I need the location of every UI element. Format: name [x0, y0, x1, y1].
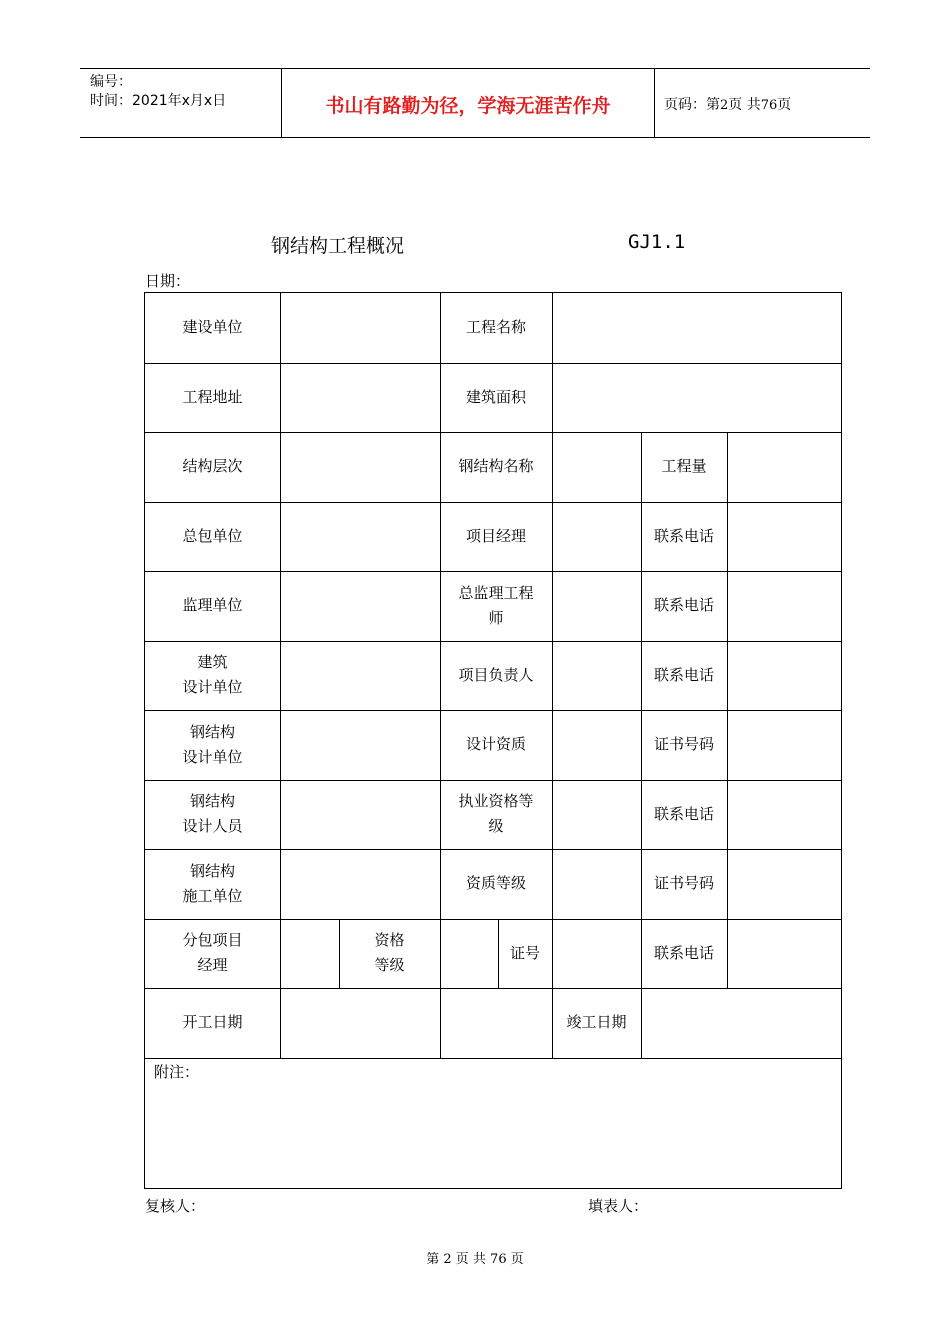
grid-row-line — [145, 1058, 841, 1059]
form-field-label: 建筑 设计单位 — [182, 653, 243, 697]
grid-column-line — [280, 988, 281, 1058]
form-field-label: 项目负责人 — [458, 665, 534, 684]
grid-column-line — [641, 988, 642, 1058]
form-field-label: 钢结构 施工单位 — [182, 861, 243, 905]
form-field-label: 执业资格等 级 — [458, 792, 534, 836]
form-field-label: 证书号码 — [653, 735, 714, 754]
page-total: 76 — [760, 98, 778, 113]
grid-column-line — [280, 780, 281, 850]
grid-column-line — [552, 780, 553, 850]
form-field-label: 钢结构 设计人员 — [182, 792, 243, 836]
header-divider — [654, 69, 655, 137]
header-divider — [281, 69, 282, 137]
form-field-label: 联系电话 — [653, 596, 714, 615]
grid-column-line — [552, 502, 553, 572]
time-label: 时间：2021年x月x日 — [90, 93, 227, 109]
project-overview-form — [144, 292, 842, 1189]
form-field-label: 建筑面积 — [465, 387, 526, 406]
page-footer: 第 2 页 共 76 页 — [426, 1252, 524, 1267]
grid-column-line — [727, 641, 728, 711]
form-field-label: 建设单位 — [182, 318, 243, 337]
grid-column-line — [552, 710, 553, 780]
grid-column-line — [280, 293, 281, 363]
note-label: 附注： — [154, 1063, 200, 1081]
page-mid: 页 共 — [728, 97, 761, 113]
grid-column-line — [727, 502, 728, 572]
grid-column-line — [552, 363, 553, 433]
filler-label: 填表人： — [588, 1197, 649, 1215]
form-field-label: 联系电话 — [653, 665, 714, 684]
form-code: GJ1.1 — [628, 231, 686, 253]
form-field-label: 工程地址 — [182, 387, 243, 406]
grid-column-line — [727, 919, 728, 989]
form-field-label: 联系电话 — [653, 526, 714, 545]
form-title: 钢结构工程概况 — [271, 235, 405, 257]
form-field-label: 项目经理 — [465, 526, 526, 545]
document-header — [80, 68, 870, 138]
form-field-label: 竣工日期 — [566, 1013, 627, 1032]
form-field-label: 钢结构 设计单位 — [182, 722, 243, 766]
form-field-label: 联系电话 — [653, 943, 714, 962]
grid-column-line — [280, 641, 281, 711]
grid-column-line — [280, 502, 281, 572]
form-field-label: 开工日期 — [182, 1013, 243, 1032]
grid-column-line — [727, 571, 728, 641]
grid-column-line — [280, 710, 281, 780]
form-field-label: 证号 — [509, 943, 540, 962]
grid-column-line — [440, 919, 441, 989]
form-field-label: 工程名称 — [465, 318, 526, 337]
grid-column-line — [552, 849, 553, 919]
page-current: 2 — [720, 98, 729, 113]
header-motto: 书山有路勤为径，学海无涯苦作舟 — [325, 95, 611, 117]
form-field-label: 结构层次 — [182, 457, 243, 476]
number-label: 编号： — [90, 74, 132, 90]
form-field-label: 总包单位 — [182, 526, 243, 545]
grid-column-line — [552, 432, 553, 502]
header-meta — [90, 73, 226, 111]
grid-column-line — [280, 363, 281, 433]
form-field-label: 分包项目 经理 — [182, 931, 243, 975]
page-prefix: 页码：第 — [664, 97, 720, 113]
form-field-label: 联系电话 — [653, 804, 714, 823]
grid-column-line — [727, 780, 728, 850]
form-field-label: 总监理工程 师 — [458, 583, 534, 627]
grid-column-line — [280, 849, 281, 919]
grid-column-line — [440, 988, 441, 1058]
grid-column-line — [727, 849, 728, 919]
grid-column-line — [552, 641, 553, 711]
header-page-info — [664, 94, 791, 114]
date-label: 日期： — [145, 272, 191, 290]
form-field-label: 工程量 — [661, 457, 707, 476]
grid-column-line — [552, 293, 553, 363]
grid-column-line — [280, 919, 281, 989]
grid-column-line — [280, 432, 281, 502]
form-field-label: 资质等级 — [465, 874, 526, 893]
grid-column-line — [552, 571, 553, 641]
form-field-label: 资格 等级 — [374, 931, 405, 975]
grid-column-line — [727, 710, 728, 780]
grid-column-line — [552, 919, 553, 989]
form-field-label: 监理单位 — [182, 596, 243, 615]
form-field-label: 设计资质 — [465, 735, 526, 754]
form-field-label: 钢结构名称 — [458, 457, 534, 476]
reviewer-label: 复核人： — [145, 1197, 206, 1215]
page-suffix: 页 — [777, 97, 792, 113]
grid-column-line — [280, 571, 281, 641]
grid-column-line — [727, 432, 728, 502]
form-field-label: 证书号码 — [653, 874, 714, 893]
